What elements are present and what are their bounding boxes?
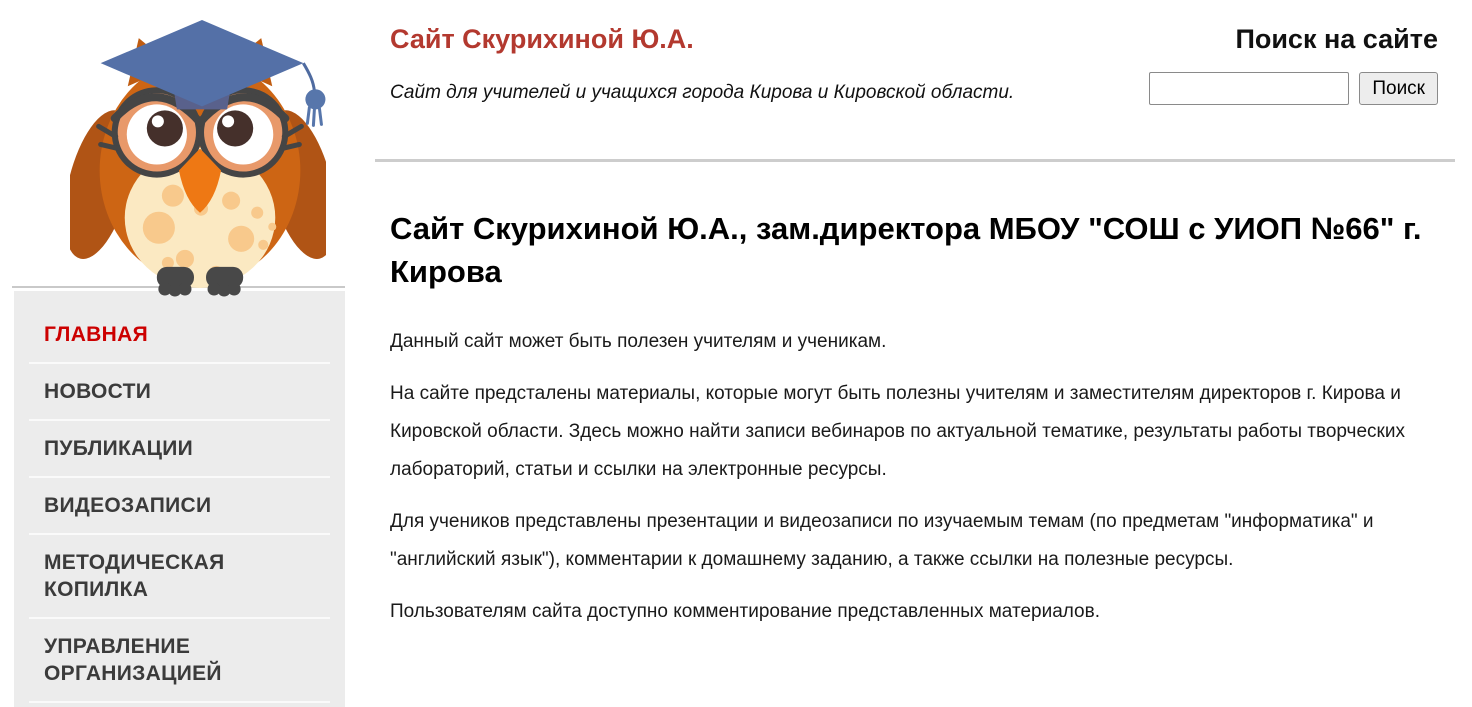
page-title: Сайт Скурихиной Ю.А., зам.директора МБОУ "СОШ с УИОП №66" г. Кирова (390, 211, 1422, 289)
site-search (1078, 24, 1438, 105)
sidebar-item-publications[interactable]: ПУБЛИКАЦИИ (29, 421, 330, 478)
site-title: Сайт Скурихиной Ю.А. (390, 24, 694, 54)
search-input[interactable] (1149, 72, 1349, 105)
teachers-paragraph: На сайте предсталены материалы, которые могут быть полезны учителям и заместителям директоров г. Кирова и Кировской области. Здесь можно найти записи вебинаров по актуальной тематике, результаты работы творческих лабораторий, статьи и ссылки на электронные ресурсы. (390, 383, 1405, 480)
sidebar-item-method-bank[interactable]: МЕТОДИЧЕСКАЯ КОПИЛКА (29, 535, 330, 619)
sidebar-item-org-management[interactable]: УПРАВЛЕНИЕ ОРГАНИЗАЦИЕЙ (29, 619, 330, 703)
sidebar-item-home[interactable]: ГЛАВНАЯ (29, 307, 330, 364)
search-title: Поиск на сайте (1235, 24, 1438, 54)
site-tagline: Сайт для учителей и учащихся города Кирова и Кировской области. (390, 82, 1015, 103)
sidebar-item-news[interactable]: НОВОСТИ (29, 364, 330, 421)
sidebar-item-videos[interactable]: ВИДЕОЗАПИСИ (29, 478, 330, 535)
main-content (390, 207, 1462, 645)
sidebar-menu (14, 291, 345, 707)
search-button[interactable]: Поиск (1359, 72, 1438, 105)
cap-tassel-fringe (307, 107, 321, 125)
intro-paragraph: Данный сайт может быть полезен учителям и ученикам. (390, 331, 887, 352)
search-form (1078, 72, 1438, 105)
owl-graduate-logo-icon (70, 12, 326, 298)
comments-paragraph: Пользователям сайта доступно комментирование представленных материалов. (390, 601, 1100, 622)
cap-tassel-cord (303, 63, 314, 91)
students-paragraph: Для учеников представлены презентации и видеозаписи по изучаемым темам (по предметам "информатика" и "английский язык"), комментарии к домашнему заданию, а также ссылки на полезные ресурсы. (390, 511, 1374, 570)
header-content-divider (375, 159, 1455, 162)
